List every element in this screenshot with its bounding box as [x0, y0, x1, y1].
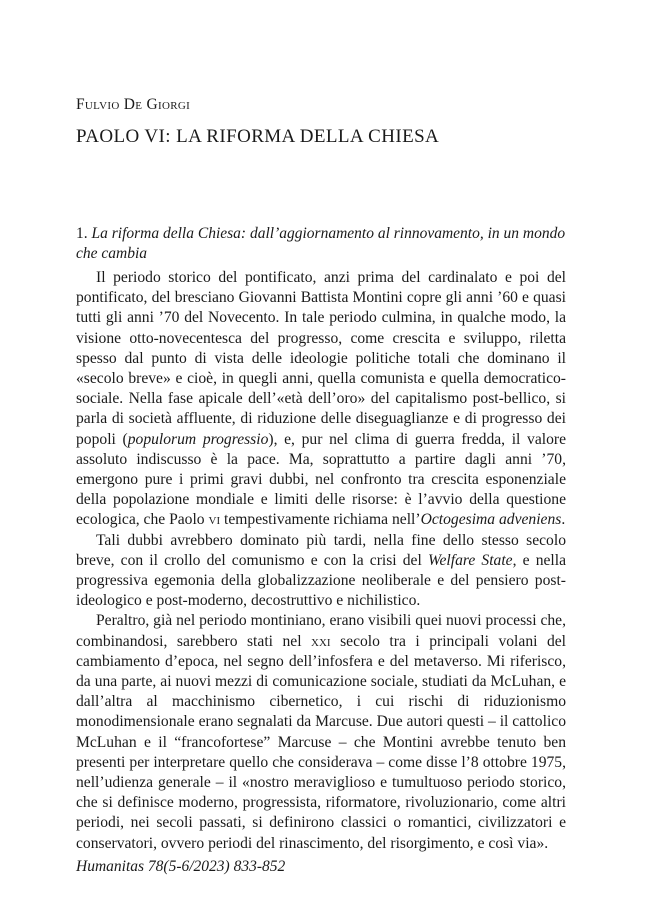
paragraph-3-roman-numeral: xxi: [311, 632, 331, 650]
journal-citation: Humanitas 78(5-6/2023) 833-852: [76, 858, 286, 875]
paragraph-1-text-d: .: [561, 511, 566, 529]
paragraph-3-text-b: secolo tra i principali volani del cambiamento d’epoca, nel segno dell’infosfera e del metaverso. Mi riferisco, da una parte, ai nuovi mezzi di comunicazione sociale, studiati da McLuhan, e dall’altra al macchinismo cibernetico, i cui rischi di riduzionismo monodimensionale erano segnalati da Marcuse. Due autori questi – il cattolico McLuhan e il “francofortese” Marcuse – che Montini avrebbe tenuto ben presenti per interpretare quello che considerava – come disse l’8 ottobre 1975, nell’udienza generale – il «nostro meraviglioso e tumultuoso periodo storico, che si definisce moderno, progressista, riformatore, rivoluzionario, come altri periodi, nei secoli passati, si definirono classici o romantici, civilizzatori e conservatori, ovvero periodi del rinascimento, del risorgimento, e così via».: [76, 632, 566, 852]
paragraph-2: [76, 531, 566, 612]
paragraph-3: [76, 611, 566, 853]
page: [76, 0, 566, 910]
paragraph-1-text-a: Il periodo storico del pontificato, anzi prima del cardinalato e poi del pontificato, del bresciano Giovanni Battista Montini copre gli anni ’60 e quasi tutti gli anni ’70 del Novecento. In tale periodo culmina, in qualche modo, la visione otto-novecentesca del progresso, come crescita e sviluppo, riletta spesso dal punto di vista delle ideologie politiche totali che dominano il «secolo breve» e cioè, in quegli anni, quella comunista e quella democratico-sociale. Nella fase apicale dell’«età dell’oro» del capitalismo post-bellico, si parla di società affluente, di riduzione delle diseguaglianze e di progresso dei popoli (: [76, 269, 566, 448]
paragraph-1-italic-octogesima: Octogesima adveniens: [420, 511, 562, 529]
paragraph-1-roman-numeral: vi: [208, 511, 221, 529]
paragraph-3-text-a: Peraltro, già nel periodo montiniano, erano visibili quei nuovi processi che, combinandosi, sarebbero stati nel: [76, 612, 566, 650]
author-name: Fulvio De Giorgi: [76, 96, 191, 113]
paragraph-1-text-c: tempestivamente richiama nell’: [220, 511, 421, 529]
paragraph-2-italic-welfare: Welfare State: [427, 551, 513, 569]
section-number: 1.: [76, 225, 88, 242]
paragraph-1: [76, 268, 566, 531]
paragraph-2-text-b: , e nella progressiva egemonia della globalizzazione neoliberale e del pensiero post-ideologico e post-moderno, decostruttivo e nichilistico.: [76, 551, 566, 610]
section-title: La riforma della Chiesa: dall’aggiornamento al rinnovamento, in un mondo che cambia: [76, 225, 566, 262]
paragraph-1-text-b: ), e, pur nel clima di guerra fredda, il valore assoluto indiscusso è la pace. Ma, soprattutto a partire dagli anni ’70, emergono pure i primi gravi dubbi, nel confronto tra crescita esponenziale della popolazione mondiale e limiti delle risorse: è l’avvio della questione ecologica, che Paolo: [76, 430, 566, 529]
paragraph-1-italic-populorum: populorum progressio: [127, 430, 269, 448]
section-heading: [76, 224, 566, 264]
body-text: [76, 268, 566, 854]
paragraph-2-text-a: Tali dubbi avrebbero dominato più tardi, nella fine dello stesso secolo breve, con il crollo del comunismo e con la crisi del: [76, 531, 566, 569]
article-title: PAOLO VI: LA RIFORMA DELLA CHIESA: [76, 126, 440, 147]
